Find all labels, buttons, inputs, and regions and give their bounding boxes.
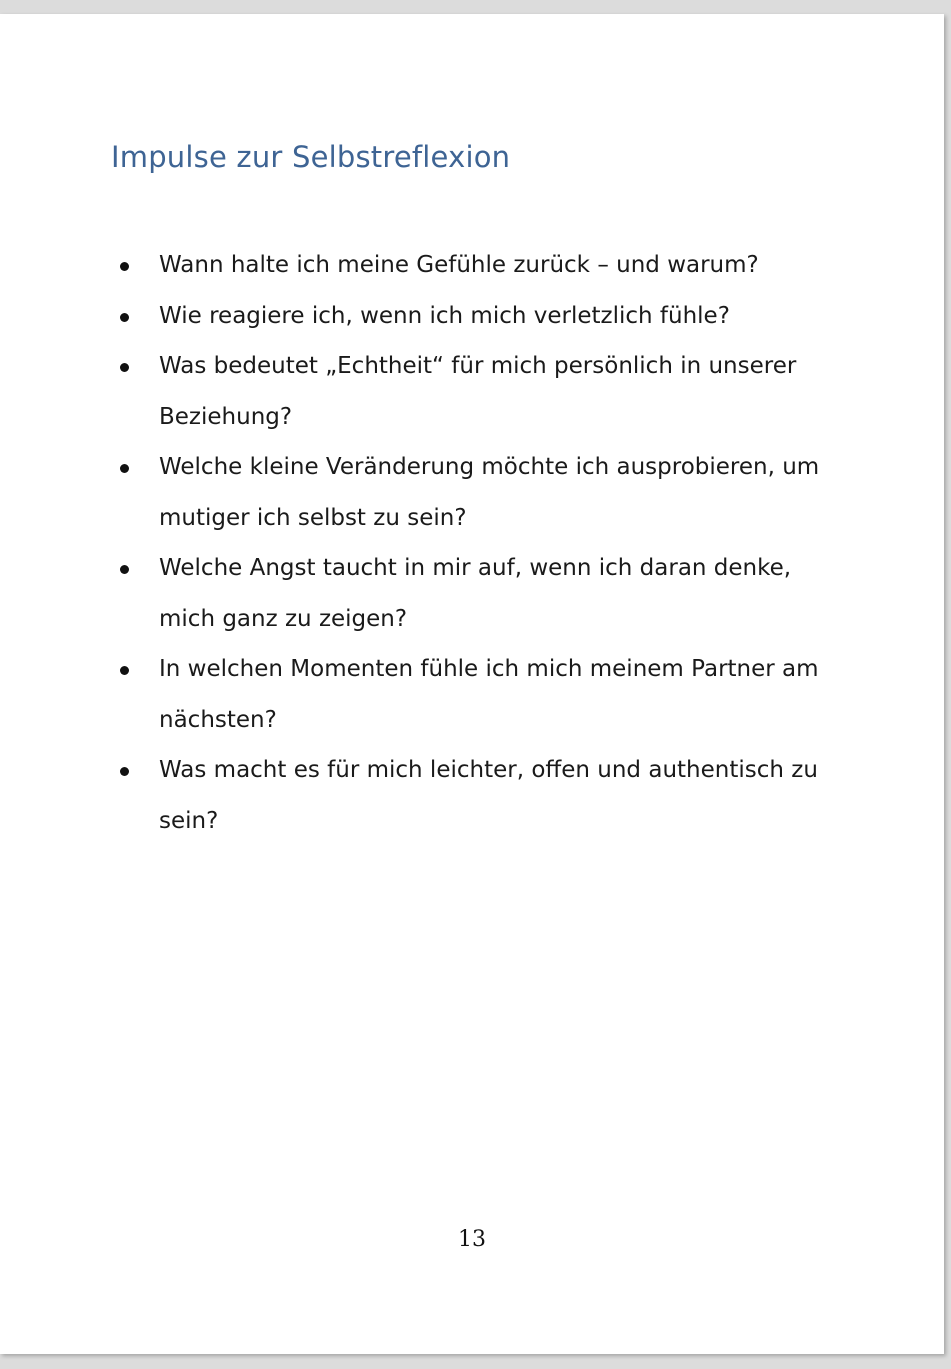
document-page [0, 14, 944, 1354]
bullet-icon [120, 313, 129, 322]
list-item [0, 543, 829, 644]
reflection-question-list [0, 240, 944, 846]
list-item [0, 644, 829, 745]
list-item [0, 745, 829, 846]
section-heading: Impulse zur Selbstreflexion [111, 140, 511, 174]
list-item-text: Was macht es für mich leichter, offen und authentisch zu sein? [159, 757, 818, 834]
bullet-icon [120, 666, 129, 675]
list-item [0, 291, 829, 342]
list-item [0, 240, 829, 291]
bullet-icon [120, 767, 129, 776]
bullet-icon [120, 363, 129, 372]
list-item-text: Wie reagiere ich, wenn ich mich verletzlich fühle? [159, 302, 730, 329]
list-item-text: Wann halte ich meine Gefühle zurück – und warum? [159, 252, 759, 278]
bullet-icon [120, 262, 129, 271]
list-item-text: Welche kleine Veränderung möchte ich ausprobieren, um mutiger ich selbst zu sein? [159, 454, 820, 531]
bullet-icon [120, 464, 129, 473]
list-item-text: Was bedeutet „Echtheit“ für mich persönlich in unserer Beziehung? [159, 353, 797, 430]
list-item [0, 442, 829, 543]
list-item-text: Welche Angst taucht in mir auf, wenn ich daran denke, mich ganz zu zeigen? [159, 555, 792, 632]
list-item [0, 341, 829, 442]
page-number: 13 [458, 1227, 486, 1252]
list-item-text: In welchen Momenten fühle ich mich meinem Partner am nächsten? [159, 656, 819, 733]
bullet-icon [120, 565, 129, 574]
